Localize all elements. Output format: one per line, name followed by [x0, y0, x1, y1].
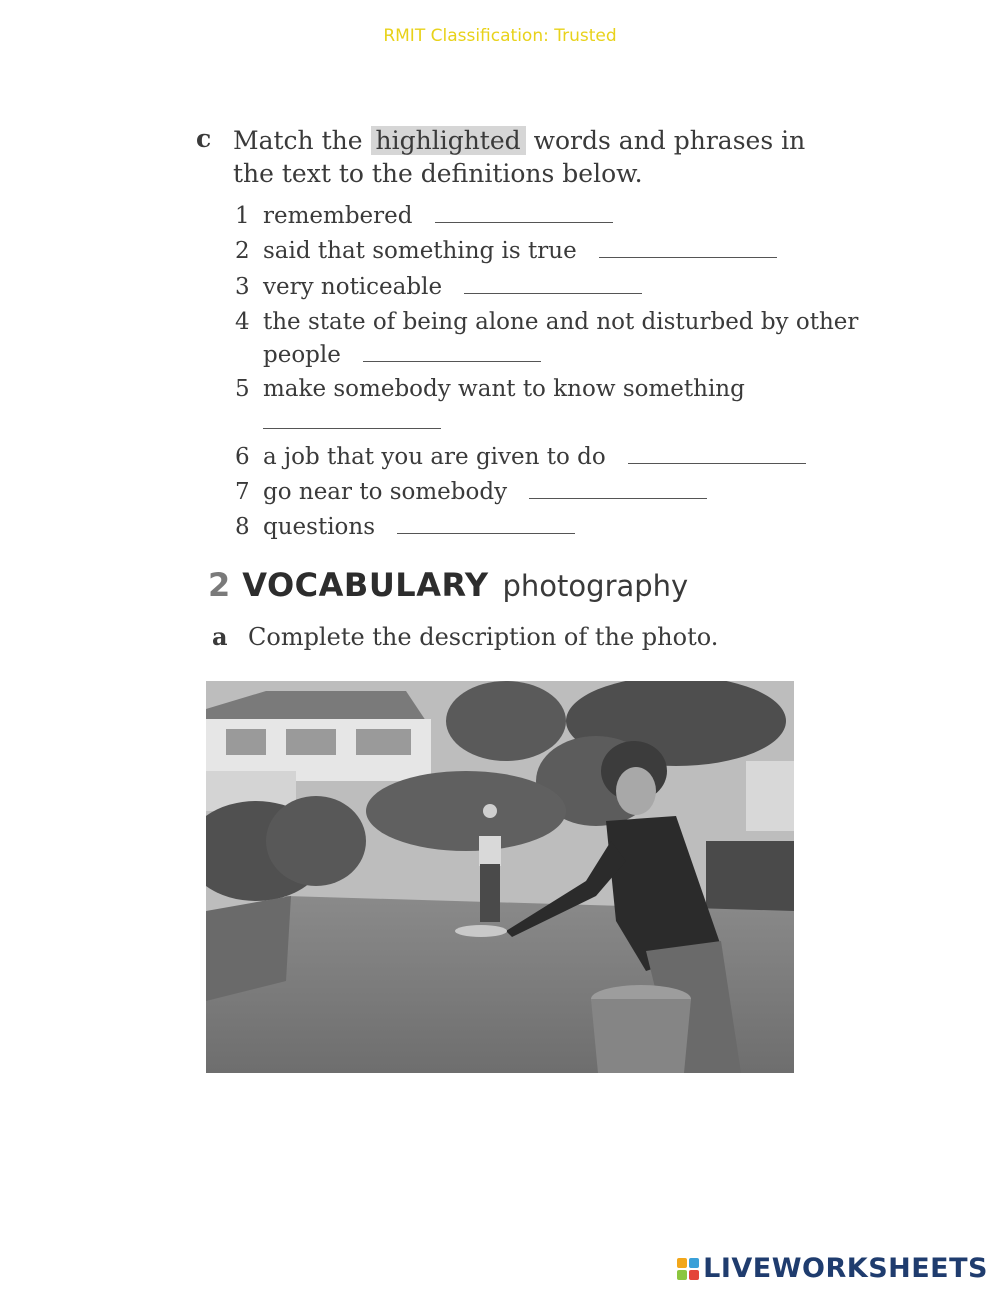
liveworksheets-logo [677, 1253, 988, 1284]
item-text: make somebody want to know something [263, 376, 745, 402]
vocabulary-heading [208, 566, 688, 604]
exercise-instruction [233, 124, 813, 190]
logo-block-icon [689, 1258, 699, 1268]
item-number: 8 [235, 514, 250, 540]
item-number: 6 [235, 444, 250, 470]
classification-label: RMIT Classification: Trusted [383, 26, 617, 46]
item-text: a job that you are given to do [263, 444, 606, 470]
exercise-letter: a [212, 622, 228, 651]
item-text: said that something is true [263, 238, 577, 264]
item-number: 1 [235, 203, 250, 229]
section-number: 2 [208, 566, 231, 604]
answer-blank-4[interactable] [363, 341, 541, 362]
exercise-letter: c [196, 124, 212, 153]
highlighted-word: highlighted [371, 126, 526, 155]
section-subtitle: photography [502, 569, 689, 603]
definition-item-4 [235, 307, 859, 371]
answer-blank-3[interactable] [464, 273, 642, 294]
logo-block-icon [677, 1258, 687, 1268]
item-text: very noticeable [263, 274, 443, 300]
exercise-instruction: Complete the description of the photo. [248, 623, 719, 651]
definition-item-5 [235, 374, 835, 434]
item-number: 4 [235, 309, 250, 335]
item-text: the state of being alone and not disturbed by other [263, 309, 859, 335]
answer-blank-1[interactable] [435, 202, 613, 223]
logo-block-icon [689, 1270, 699, 1280]
exercise-a [212, 622, 718, 651]
answer-blank-6[interactable] [628, 443, 806, 464]
item-text: go near to somebody [263, 479, 508, 505]
item-text: questions [263, 514, 376, 540]
instruction-after: words and phrases in the text to the definitions below. [233, 126, 806, 188]
section-title: VOCABULARY [242, 566, 489, 604]
answer-blank-5[interactable] [263, 408, 441, 429]
item-number: 3 [235, 274, 250, 300]
answer-blank-7[interactable] [529, 478, 707, 499]
garden-photo [206, 681, 794, 1073]
logo-blocks-icon [677, 1258, 699, 1280]
item-number: 2 [235, 238, 250, 264]
item-number: 7 [235, 479, 250, 505]
logo-block-icon [677, 1270, 687, 1280]
item-text-continued: people [263, 342, 341, 368]
item-text: remembered [263, 203, 413, 229]
instruction-before: Match the [233, 126, 363, 155]
answer-blank-8[interactable] [397, 513, 575, 534]
item-number: 5 [235, 376, 250, 402]
logo-text: LIVEWORKSHEETS [703, 1253, 988, 1284]
answer-blank-2[interactable] [599, 237, 777, 258]
